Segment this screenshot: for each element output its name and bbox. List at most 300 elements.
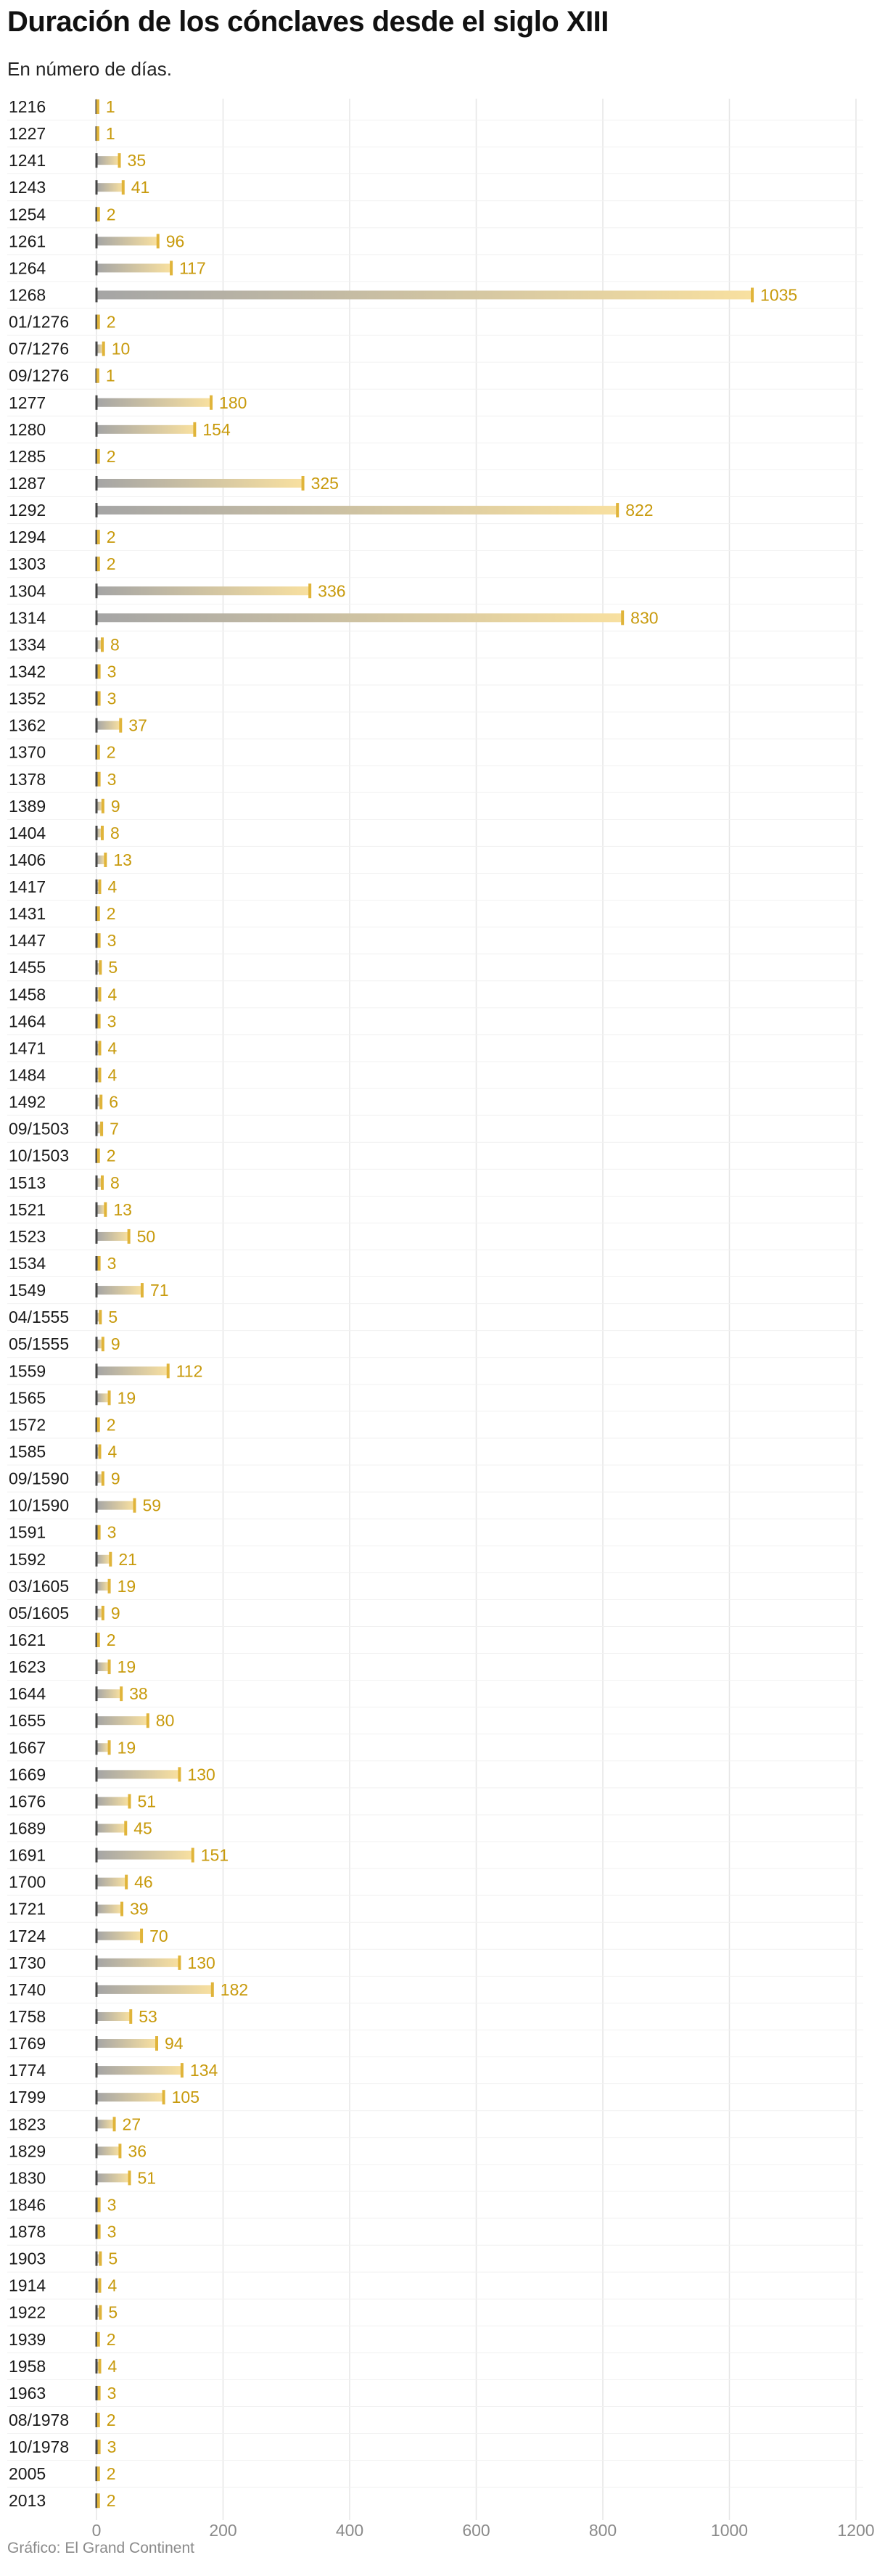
value-label: 130 bbox=[187, 1765, 215, 1784]
bar-start-tick bbox=[96, 692, 98, 706]
bar-end-cap bbox=[97, 1149, 100, 1163]
bar bbox=[96, 613, 622, 622]
bar-start-tick bbox=[96, 2009, 98, 2024]
bar-end-cap bbox=[751, 287, 754, 302]
bar bbox=[96, 1851, 192, 1860]
bar bbox=[96, 1366, 168, 1375]
bar bbox=[96, 1582, 109, 1591]
bar-start-tick bbox=[96, 1767, 98, 1781]
bar-start-tick bbox=[96, 180, 98, 194]
bar-start-tick bbox=[96, 637, 98, 652]
bar bbox=[96, 1932, 141, 1940]
value-label: 154 bbox=[202, 419, 231, 439]
bar-end-cap bbox=[302, 476, 305, 491]
value-label: 5 bbox=[108, 1308, 118, 1327]
bar-start-tick bbox=[96, 153, 98, 168]
bar bbox=[96, 425, 194, 434]
bar-start-tick bbox=[96, 395, 98, 410]
value-label: 36 bbox=[128, 2141, 147, 2161]
value-label: 151 bbox=[200, 1845, 229, 1865]
value-label: 1 bbox=[105, 97, 115, 116]
value-label: 2 bbox=[106, 205, 116, 224]
bar-start-tick bbox=[96, 718, 98, 733]
bar-end-cap bbox=[97, 1633, 100, 1647]
value-label: 3 bbox=[107, 931, 117, 951]
bar-start-tick bbox=[96, 287, 98, 302]
value-label: 4 bbox=[107, 985, 118, 1004]
category-label: 1903 bbox=[9, 2249, 46, 2268]
category-label: 1592 bbox=[9, 1549, 46, 1569]
bar-start-tick bbox=[96, 1552, 98, 1567]
value-label: 2 bbox=[106, 2329, 116, 2349]
bar-end-cap bbox=[97, 449, 100, 464]
bar-end-cap bbox=[97, 530, 100, 544]
value-label: 105 bbox=[171, 2088, 199, 2107]
category-label: 1591 bbox=[9, 1522, 46, 1542]
bar-start-tick bbox=[96, 2170, 98, 2185]
value-label: 325 bbox=[310, 473, 339, 493]
category-label: 1362 bbox=[9, 715, 46, 735]
category-label: 1254 bbox=[9, 205, 46, 224]
value-label: 45 bbox=[133, 1818, 152, 1838]
category-label: 1447 bbox=[9, 931, 46, 951]
value-label: 2 bbox=[106, 904, 116, 924]
bar-start-tick bbox=[96, 2386, 98, 2400]
bar-start-tick bbox=[96, 1740, 98, 1755]
bar-end-cap bbox=[102, 799, 104, 813]
bar-start-tick bbox=[96, 1660, 98, 1674]
bar-start-tick bbox=[96, 422, 98, 437]
bar-end-cap bbox=[98, 2197, 101, 2212]
category-label: 1268 bbox=[9, 285, 46, 305]
category-label: 1352 bbox=[9, 689, 46, 708]
value-label: 8 bbox=[110, 635, 120, 655]
bar-end-cap bbox=[97, 906, 100, 921]
bar-end-cap bbox=[98, 2278, 101, 2293]
bar-end-cap bbox=[98, 987, 101, 1001]
value-label: 182 bbox=[220, 1980, 249, 1999]
value-label: 38 bbox=[129, 1684, 148, 1704]
bar bbox=[96, 183, 123, 192]
bar bbox=[96, 156, 119, 165]
value-label: 2 bbox=[106, 1146, 116, 1165]
value-label: 336 bbox=[318, 581, 346, 601]
category-label: 1471 bbox=[9, 1038, 46, 1058]
category-label: 05/1605 bbox=[9, 1603, 70, 1623]
bar-end-cap bbox=[102, 1337, 104, 1351]
category-label: 10/1590 bbox=[9, 1496, 70, 1515]
bar-start-tick bbox=[96, 503, 98, 517]
category-label: 1774 bbox=[9, 2061, 46, 2080]
category-label: 1689 bbox=[9, 1818, 46, 1838]
bar-end-cap bbox=[99, 1095, 102, 1109]
bar bbox=[96, 2173, 128, 2182]
bar-end-cap bbox=[119, 718, 122, 733]
x-tick-label: 400 bbox=[335, 2521, 364, 2540]
bar-end-cap bbox=[128, 1794, 131, 1808]
bar-start-tick bbox=[96, 2305, 98, 2320]
value-label: 9 bbox=[110, 1469, 120, 1488]
bar bbox=[96, 1824, 125, 1832]
bar-end-cap bbox=[97, 315, 100, 329]
x-axis bbox=[92, 2521, 875, 2540]
category-label: 1521 bbox=[9, 1199, 46, 1219]
x-tick-label: 1200 bbox=[837, 2521, 875, 2540]
category-label: 1914 bbox=[9, 2276, 46, 2295]
value-label: 10 bbox=[111, 339, 131, 358]
value-label: 2 bbox=[106, 554, 116, 574]
category-label: 1303 bbox=[9, 554, 46, 574]
value-label: 9 bbox=[110, 1603, 120, 1623]
bar-end-cap bbox=[104, 853, 107, 867]
category-label: 1958 bbox=[9, 2356, 46, 2376]
category-label: 1724 bbox=[9, 1926, 46, 1945]
bar bbox=[96, 2012, 130, 2021]
bar-start-tick bbox=[96, 1176, 98, 1190]
bar bbox=[96, 237, 157, 245]
value-label: 3 bbox=[107, 2222, 117, 2241]
bar-end-cap bbox=[101, 1176, 104, 1190]
category-label: 1939 bbox=[9, 2329, 46, 2349]
value-label: 19 bbox=[117, 1657, 136, 1677]
bar-end-cap bbox=[97, 2413, 100, 2427]
bar-end-cap bbox=[133, 1498, 136, 1513]
bar-start-tick bbox=[96, 1875, 98, 1890]
bar-start-tick bbox=[96, 2117, 98, 2131]
category-label: 1922 bbox=[9, 2302, 46, 2322]
bar-end-cap bbox=[162, 2090, 165, 2104]
x-tick-label: 800 bbox=[588, 2521, 617, 2540]
bar-start-tick bbox=[96, 960, 98, 975]
bar-end-cap bbox=[147, 1713, 149, 1728]
category-label: 03/1605 bbox=[9, 1576, 70, 1596]
category-label: 1241 bbox=[9, 151, 46, 171]
bar-start-tick bbox=[96, 664, 98, 678]
bar-end-cap bbox=[98, 664, 101, 678]
value-label: 3 bbox=[107, 2195, 117, 2215]
category-label: 1464 bbox=[9, 1012, 46, 1031]
bar bbox=[96, 479, 302, 488]
category-label: 1378 bbox=[9, 769, 46, 789]
category-label: 1621 bbox=[9, 1630, 46, 1649]
bar-start-tick bbox=[96, 2036, 98, 2051]
value-label: 180 bbox=[219, 393, 247, 412]
bar-start-tick bbox=[96, 1122, 98, 1136]
category-label: 1389 bbox=[9, 796, 46, 816]
bar-end-cap bbox=[101, 637, 104, 652]
category-label: 1846 bbox=[9, 2195, 46, 2215]
bar-end-cap bbox=[120, 1686, 123, 1701]
category-label: 1676 bbox=[9, 1792, 46, 1811]
value-label: 1 bbox=[105, 124, 115, 144]
bar-end-cap bbox=[108, 1579, 111, 1593]
bar-end-cap bbox=[113, 2117, 116, 2131]
value-label: 39 bbox=[130, 1899, 149, 1919]
bar-end-cap bbox=[99, 960, 102, 975]
bar-end-cap bbox=[118, 2144, 121, 2158]
bar-start-tick bbox=[96, 342, 98, 356]
value-label: 2 bbox=[106, 1415, 116, 1435]
bar bbox=[96, 2120, 114, 2128]
bar-start-tick bbox=[96, 933, 98, 948]
category-label: 1314 bbox=[9, 608, 46, 628]
value-label: 4 bbox=[107, 2356, 118, 2376]
bar bbox=[96, 1905, 121, 1913]
category-label: 04/1555 bbox=[9, 1308, 70, 1327]
bar-start-tick bbox=[96, 2144, 98, 2158]
bar-start-tick bbox=[96, 1390, 98, 1405]
bar-start-tick bbox=[96, 234, 98, 248]
value-label: 2 bbox=[106, 528, 116, 547]
bar bbox=[96, 721, 120, 730]
bar-start-tick bbox=[96, 1283, 98, 1297]
category-label: 2005 bbox=[9, 2464, 46, 2484]
bar-end-cap bbox=[109, 1552, 112, 1567]
bar-start-tick bbox=[96, 1310, 98, 1324]
category-label: 09/1590 bbox=[9, 1469, 70, 1488]
value-label: 6 bbox=[109, 1092, 119, 1112]
bar-end-cap bbox=[178, 1767, 181, 1781]
value-label: 2 bbox=[106, 1630, 116, 1649]
bar bbox=[96, 2146, 119, 2155]
bar-start-tick bbox=[96, 1095, 98, 1109]
value-label: 70 bbox=[149, 1926, 168, 1945]
bar-start-tick bbox=[96, 1472, 98, 1486]
category-label: 1334 bbox=[9, 635, 46, 655]
bar-start-tick bbox=[96, 987, 98, 1001]
bar bbox=[96, 1770, 178, 1779]
bar bbox=[96, 1205, 104, 1214]
bar-start-tick bbox=[96, 1956, 98, 1970]
value-label: 3 bbox=[107, 1522, 117, 1542]
value-label: 27 bbox=[122, 2114, 141, 2134]
bar-start-tick bbox=[96, 1014, 98, 1028]
bar-start-tick bbox=[96, 610, 98, 625]
bar-end-cap bbox=[98, 772, 101, 787]
bar-start-tick bbox=[96, 1794, 98, 1808]
category-label: 1585 bbox=[9, 1442, 46, 1461]
bar bbox=[96, 1878, 125, 1887]
category-label: 1294 bbox=[9, 528, 46, 547]
value-label: 2 bbox=[106, 312, 116, 332]
value-label: 1035 bbox=[760, 285, 798, 305]
category-label: 1730 bbox=[9, 1953, 46, 1972]
value-label: 5 bbox=[108, 2302, 118, 2322]
category-label: 1823 bbox=[9, 2114, 46, 2134]
value-label: 96 bbox=[165, 231, 185, 251]
bar-start-tick bbox=[96, 261, 98, 275]
bar-end-cap bbox=[97, 1417, 100, 1432]
value-label: 71 bbox=[149, 1281, 169, 1300]
value-label: 2 bbox=[106, 742, 116, 762]
bar-start-tick bbox=[96, 853, 98, 867]
bar-start-tick bbox=[96, 1686, 98, 1701]
category-label: 1492 bbox=[9, 1092, 46, 1112]
bar-end-cap bbox=[98, 933, 101, 948]
bar-start-tick bbox=[96, 1256, 98, 1271]
value-label: 5 bbox=[108, 958, 118, 977]
category-label: 1559 bbox=[9, 1361, 46, 1381]
bar bbox=[96, 2093, 163, 2101]
bar bbox=[96, 1286, 141, 1295]
bar-start-tick bbox=[96, 2252, 98, 2266]
category-label: 1243 bbox=[9, 178, 46, 197]
category-label: 1799 bbox=[9, 2088, 46, 2107]
bar-end-cap bbox=[98, 1068, 101, 1083]
bar-start-tick bbox=[96, 1498, 98, 1513]
bar-end-cap bbox=[96, 126, 99, 141]
bar-end-cap bbox=[104, 1202, 107, 1217]
category-label: 01/1276 bbox=[9, 312, 70, 332]
category-label: 1227 bbox=[9, 124, 46, 144]
bar-end-cap bbox=[120, 1902, 123, 1916]
category-label: 1370 bbox=[9, 742, 46, 762]
value-label: 13 bbox=[113, 850, 132, 869]
x-tick-label: 600 bbox=[462, 2521, 490, 2540]
bar-end-cap bbox=[96, 369, 99, 383]
value-label: 4 bbox=[107, 2276, 118, 2295]
bar-start-tick bbox=[96, 1902, 98, 1916]
category-label: 1721 bbox=[9, 1899, 46, 1919]
bar-end-cap bbox=[98, 1014, 101, 1028]
value-label: 2 bbox=[106, 2464, 116, 2484]
category-label: 1431 bbox=[9, 904, 46, 924]
bar bbox=[96, 856, 104, 864]
bar-end-cap bbox=[100, 1122, 103, 1136]
bar-start-tick bbox=[96, 1337, 98, 1351]
bar-end-cap bbox=[128, 2170, 131, 2185]
bar-start-tick bbox=[96, 879, 98, 894]
bar-end-cap bbox=[178, 1956, 181, 1970]
bar-end-cap bbox=[97, 2493, 100, 2508]
value-label: 41 bbox=[131, 178, 150, 197]
bar bbox=[96, 2039, 156, 2048]
bar-end-cap bbox=[308, 583, 311, 598]
bar-end-cap bbox=[108, 1740, 111, 1755]
category-label: 1700 bbox=[9, 1872, 46, 1892]
category-label: 09/1276 bbox=[9, 366, 70, 385]
value-label: 1 bbox=[105, 366, 115, 385]
bar-start-tick bbox=[96, 1821, 98, 1835]
value-label: 9 bbox=[110, 796, 120, 816]
bar-end-cap bbox=[101, 826, 104, 840]
bar-end-cap bbox=[125, 1875, 128, 1890]
category-label: 05/1555 bbox=[9, 1334, 70, 1354]
bar-end-cap bbox=[102, 342, 105, 356]
bar bbox=[96, 2066, 181, 2075]
bar-start-tick bbox=[96, 1713, 98, 1728]
value-label: 3 bbox=[107, 1254, 117, 1273]
bar bbox=[96, 1743, 109, 1752]
x-tick-label: 0 bbox=[91, 2521, 102, 2540]
value-label: 3 bbox=[107, 662, 117, 681]
bar-end-cap bbox=[155, 2036, 158, 2051]
category-label: 07/1276 bbox=[9, 339, 70, 358]
value-label: 94 bbox=[165, 2034, 184, 2054]
bar-end-cap bbox=[124, 1821, 127, 1835]
bar-end-cap bbox=[167, 1363, 170, 1378]
category-label: 1655 bbox=[9, 1711, 46, 1731]
category-label: 1264 bbox=[9, 258, 46, 278]
bar-end-cap bbox=[98, 2359, 101, 2374]
value-label: 130 bbox=[187, 1953, 215, 1972]
category-label: 1878 bbox=[9, 2222, 46, 2241]
bar-end-cap bbox=[98, 1256, 101, 1271]
category-label: 09/1503 bbox=[9, 1119, 70, 1139]
bar-start-tick bbox=[96, 476, 98, 491]
bar-start-tick bbox=[96, 2197, 98, 2212]
category-label: 1758 bbox=[9, 2006, 46, 2026]
category-label: 1280 bbox=[9, 419, 46, 439]
bar bbox=[96, 1958, 178, 1967]
category-label: 1623 bbox=[9, 1657, 46, 1677]
bar-start-tick bbox=[96, 826, 98, 840]
bar-end-cap bbox=[122, 180, 125, 194]
value-label: 2 bbox=[106, 446, 116, 466]
bar-end-cap bbox=[108, 1660, 111, 1674]
category-label: 1292 bbox=[9, 501, 46, 520]
bar bbox=[96, 1797, 128, 1805]
category-label: 1484 bbox=[9, 1065, 46, 1085]
bar-start-tick bbox=[96, 583, 98, 598]
value-label: 19 bbox=[117, 1738, 136, 1757]
bar-end-cap bbox=[211, 1982, 214, 1997]
bar-end-cap bbox=[99, 2252, 102, 2266]
bar-start-tick bbox=[96, 1606, 98, 1620]
chart-subtitle: En número de días. bbox=[7, 58, 172, 80]
category-label: 1549 bbox=[9, 1281, 46, 1300]
bar-end-cap bbox=[210, 395, 213, 410]
category-label: 1261 bbox=[9, 231, 46, 251]
value-label: 21 bbox=[118, 1549, 137, 1569]
value-label: 8 bbox=[110, 1173, 120, 1192]
bar-end-cap bbox=[98, 692, 101, 706]
bar bbox=[96, 263, 170, 272]
bar-start-tick bbox=[96, 1579, 98, 1593]
bar-start-tick bbox=[96, 2063, 98, 2077]
value-label: 117 bbox=[179, 258, 206, 278]
bar-end-cap bbox=[98, 2440, 101, 2454]
bar bbox=[96, 1393, 109, 1402]
category-label: 1342 bbox=[9, 662, 46, 681]
bar-end-cap bbox=[97, 207, 100, 221]
bar-end-cap bbox=[102, 1472, 104, 1486]
category-label: 1572 bbox=[9, 1415, 46, 1435]
value-label: 53 bbox=[139, 2006, 157, 2026]
value-label: 3 bbox=[107, 689, 117, 708]
category-label: 1669 bbox=[9, 1765, 46, 1784]
bar-start-tick bbox=[96, 799, 98, 813]
bar-end-cap bbox=[97, 2466, 100, 2481]
category-label: 1287 bbox=[9, 473, 46, 493]
value-label: 19 bbox=[117, 1576, 136, 1596]
bar-end-cap bbox=[128, 1229, 131, 1244]
value-label: 3 bbox=[107, 2437, 117, 2457]
value-label: 5 bbox=[108, 2249, 118, 2268]
value-label: 13 bbox=[113, 1199, 132, 1219]
bar-end-cap bbox=[96, 99, 99, 114]
value-label: 112 bbox=[176, 1361, 203, 1381]
bar-end-cap bbox=[181, 2063, 184, 2077]
category-label: 1523 bbox=[9, 1226, 46, 1246]
x-tick-label: 1000 bbox=[710, 2521, 749, 2540]
bar-end-cap bbox=[99, 1310, 102, 1324]
category-label: 1455 bbox=[9, 958, 46, 977]
category-label: 1667 bbox=[9, 1738, 46, 1757]
category-label: 1691 bbox=[9, 1845, 46, 1865]
value-label: 9 bbox=[110, 1334, 120, 1354]
category-label: 1216 bbox=[9, 97, 46, 116]
